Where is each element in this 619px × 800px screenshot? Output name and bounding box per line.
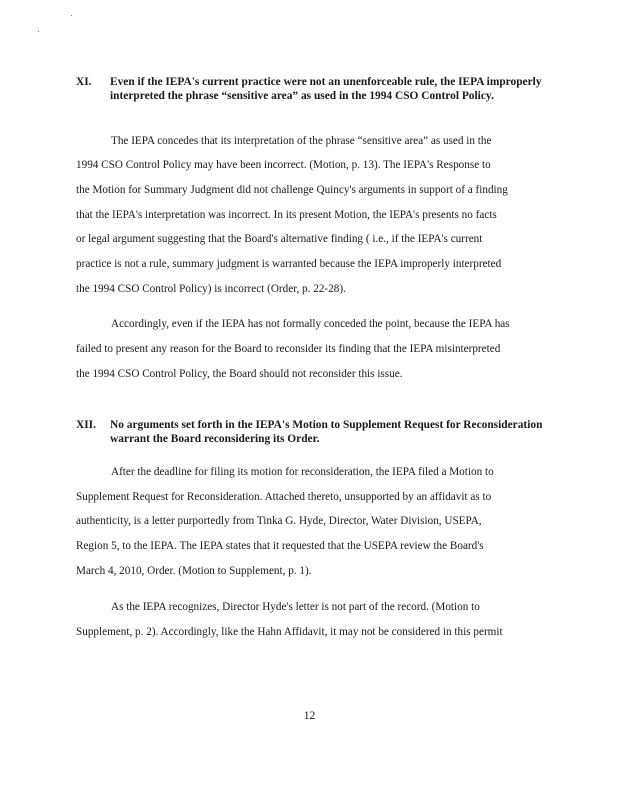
xii-p2-line-1: As the IEPA recognizes, Director Hyde's letter is not part of the record. (Motion to <box>111 601 480 613</box>
xi-p1-line-7: the 1994 CSO Control Policy) is incorrect (Order, p. 22-28). <box>76 283 346 295</box>
xi-p1-line-6: practice is not a rule, summary judgment is warranted because the IEPA improperly interpreted <box>76 258 502 270</box>
xii-p1-line-3: authenticity, is a letter purportedly from Tinka G. Hyde, Director, Water Division, USEPA, <box>76 515 482 527</box>
xii-p2-line-2: Supplement, p. 2). Accordingly, like the Hahn Affidavit, it may not be considered in this permit <box>76 626 503 638</box>
xi-p1-line-3: the Motion for Summary Judgment did not challenge Quincy's arguments in support of a finding <box>76 184 508 196</box>
xi-p1-line-1: The IEPA concedes that its interpretation of the phrase “sensitive area” as used in the <box>111 135 492 147</box>
section-xi-number: XI. <box>76 76 92 88</box>
xi-p1-line-4: that the IEPA's interpretation was incorrect. In its present Motion, the IEPA's presents no facts <box>76 209 497 221</box>
scan-speck <box>38 31 39 32</box>
section-xii-title: No arguments set forth in the IEPA's Motion to Supplement Request for Reconsideration warrant the Board reconsidering its Order. <box>110 419 543 445</box>
xi-p1-line-5: or legal argument suggesting that the Board's alternative finding ( i.e., if the IEPA's current <box>76 233 483 245</box>
xii-p1-line-4: Region 5, to the IEPA. The IEPA states that it requested that the USEPA review the Board's <box>76 540 484 552</box>
section-xii-number: XII. <box>76 419 96 431</box>
xii-p1-line-5: March 4, 2010, Order. (Motion to Supplement, p. 1). <box>76 565 312 577</box>
xi-p2-line-1: Accordingly, even if the IEPA has not formally conceded the point, because the IEPA has <box>111 318 510 330</box>
scan-speck <box>71 15 72 16</box>
page-number: 12 <box>303 710 316 722</box>
xi-p2-line-2: failed to present any reason for the Board to reconsider its finding that the IEPA misinterpreted <box>76 343 501 355</box>
xi-p2-line-3: the 1994 CSO Control Policy, the Board should not reconsider this issue. <box>76 368 403 380</box>
xii-p1-line-2: Supplement Request for Reconsideration. Attached thereto, unsupported by an affidavit as to <box>76 491 492 503</box>
xi-p1-line-2: 1994 CSO Control Policy may have been incorrect. (Motion, p. 13). The IEPA's Response to <box>76 159 491 171</box>
section-xi-title: Even if the IEPA's current practice were not an unenforceable rule, the IEPA improperly interpreted the phrase “sensitive area” as used in the 1994 CSO Control Policy. <box>110 76 542 102</box>
xii-p1-line-1: After the deadline for filing its motion for reconsideration, the IEPA filed a Motion to <box>111 466 494 478</box>
